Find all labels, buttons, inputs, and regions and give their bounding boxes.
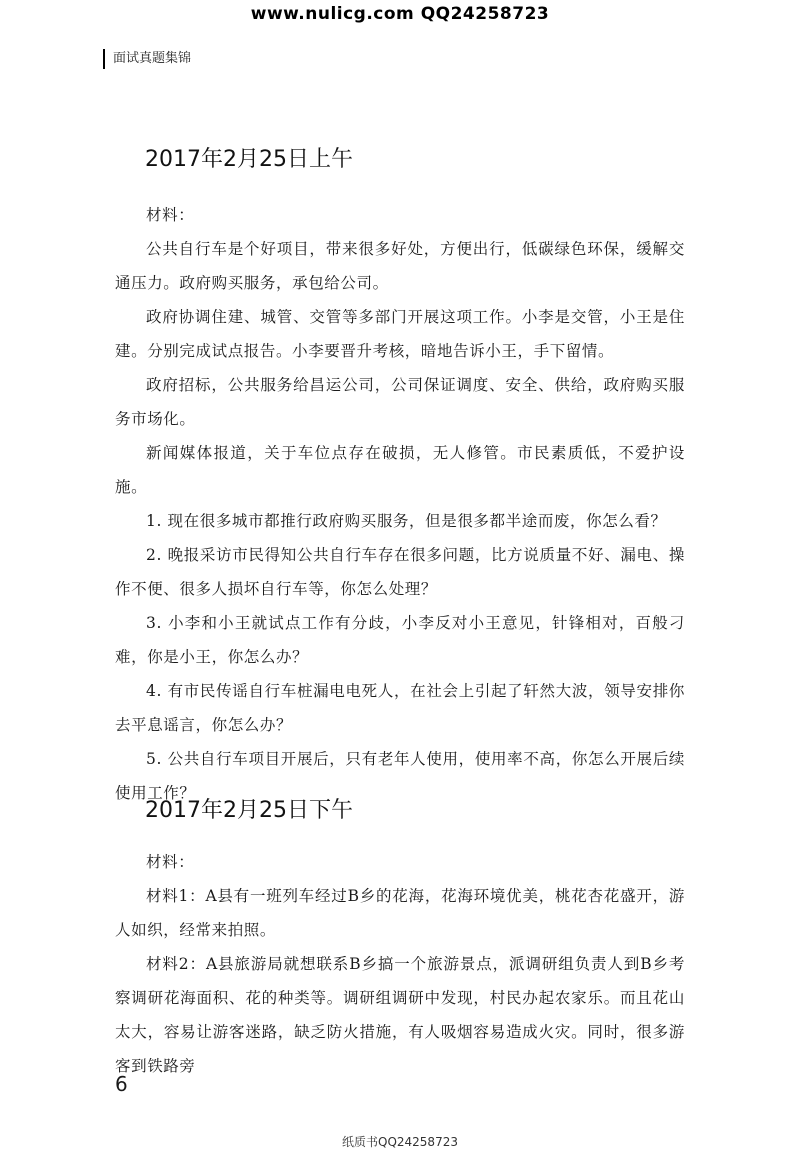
paragraph: 材料1：A县有一班列车经过B乡的花海，花海环境优美，桃花杏花盛开，游人如织，经常来拍照。 — [115, 887, 685, 939]
running-head: 面试真题集锦 — [103, 49, 191, 69]
paragraph: 公共自行车是个好项目，带来很多好处，方便出行，低碳绿色环保，缓解交通压力。政府购买服务，承包给公司。 — [115, 240, 685, 292]
question: 3. 小李和小王就试点工作有分歧，小李反对小王意见，针锋相对，百般刁难，你是小王，你怎么办？ — [115, 614, 685, 666]
question: 5. 公共自行车项目开展后，只有老年人使用，使用率不高，你怎么开展后续使用工作？ — [115, 750, 685, 802]
question: 2. 晚报采访市民得知公共自行车存在很多问题，比方说质量不好、漏电、操作不便、很多人损坏自行车等，你怎么处理？ — [115, 546, 685, 598]
paragraph: 政府协调住建、城管、交管等多部门开展这项工作。小李是交管，小王是住建。分别完成试点报告。小李要晋升考核，暗地告诉小王，手下留情。 — [115, 308, 685, 360]
section-title-afternoon: 2017年2月25日下午 — [145, 798, 353, 823]
paragraph: 材料： — [146, 206, 195, 224]
paragraph: 材料2：A县旅游局就想联系B乡搞一个旅游景点，派调研组负责人到B乡考察调研花海面积、花的种类等。调研组调研中发现，村民办起农家乐。而且花山太大，容易让游客迷路，缺乏防火措施，有人吸烟容易造成火灾。同时，很多游客到铁路旁 — [115, 955, 685, 1075]
watermark-header: www.nulicg.com QQ24258723 — [250, 4, 550, 24]
footer-text: 纸质书QQ24258723 — [342, 1135, 458, 1149]
paragraph: 材料： — [146, 853, 195, 871]
paragraph: 新闻媒体报道，关于车位点存在破损，无人修管。市民素质低，不爱护设施。 — [115, 444, 685, 496]
question: 1. 现在很多城市都推行政府购买服务，但是很多都半途而废，你怎么看？ — [146, 512, 667, 530]
section-morning-body — [115, 198, 685, 810]
page-number: 6 — [115, 1072, 128, 1096]
paragraph: 政府招标，公共服务给昌运公司，公司保证调度、安全、供给，政府购买服务市场化。 — [115, 376, 685, 428]
question: 4. 有市民传谣自行车桩漏电电死人，在社会上引起了轩然大波，领导安排你去平息谣言，你怎么办？ — [115, 682, 685, 734]
section-title-morning: 2017年2月25日上午 — [145, 147, 353, 172]
section-afternoon-body — [115, 845, 685, 1083]
